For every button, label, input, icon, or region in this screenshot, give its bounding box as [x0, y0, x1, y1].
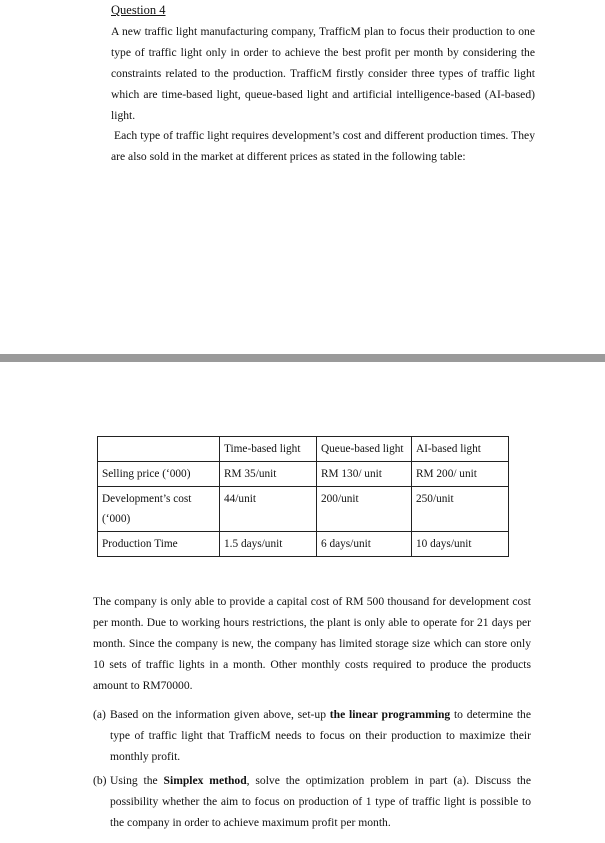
intro-paragraph-2: Each type of traffic light requires development’s cost and different production times. They are also sold in the market at different prices as stated in the following table: [111, 129, 535, 163]
part-a-pre: Based on the information given above, set-up [110, 708, 330, 721]
table-cell: 44/unit [220, 487, 317, 532]
table-cell: 10 days/unit [412, 532, 509, 557]
table-cell: 200/unit [317, 487, 412, 532]
spec-table [97, 436, 509, 557]
part-b-text [110, 770, 531, 833]
part-a-post: to determine the type of traffic light that TrafficM needs to focus on their production to maximize their monthly profit. [110, 708, 531, 763]
table-row [98, 487, 509, 532]
constraints-paragraph: The company is only able to provide a capital cost of RM 500 thousand for development cost per month. Due to working hours restrictions, the plant is only able to operate for 21 days per month. Since the company is new, the company has limited storage size which can store only 10 sets of traffic lights in a month. Other monthly costs required to produce the products amount to RM70000. [93, 595, 531, 692]
part-a-text [110, 704, 531, 767]
part-b-emphasis: Simplex method [163, 774, 247, 787]
table-row [98, 532, 509, 557]
table-header-cell: AI-based light [412, 437, 509, 462]
table-cell: RM 130/ unit [317, 462, 412, 487]
table-row [98, 462, 509, 487]
table-cell: 6 days/unit [317, 532, 412, 557]
part-a-label: (a) [93, 708, 106, 721]
table-cell: Development’s cost (‘000) [98, 487, 220, 532]
part-a [93, 704, 531, 767]
table-cell: 250/unit [412, 487, 509, 532]
page-1 [0, 0, 605, 354]
table-cell: Production Time [98, 532, 220, 557]
part-b-pre: Using the [110, 774, 164, 787]
table-header-row [98, 437, 509, 462]
part-a-emphasis: the linear programming [329, 708, 451, 721]
table-cell: 1.5 days/unit [220, 532, 317, 557]
table-cell: Selling price (‘000) [98, 462, 220, 487]
table-header-cell [98, 437, 220, 462]
table-header-cell: Queue-based light [317, 437, 412, 462]
page-divider [0, 354, 605, 362]
question-parts [93, 704, 531, 836]
part-b-label: (b) [93, 774, 107, 787]
part-b-post: , solve the optimization problem in part (a). Discuss the possibility whether the aim to focus on production of 1 type of traffic light is possible to the company in order to achieve maximum profit per month. [110, 774, 531, 829]
intro-paragraph: A new traffic light manufacturing company, TrafficM plan to focus their production to one type of traffic light only in order to achieve the best profit per month by considering the constraints related to the production. TrafficM firstly consider three types of traffic light which are time-based light, queue-based light and artificial intelligence-based (AI-based) light. [111, 25, 535, 122]
table-cell: RM 35/unit [220, 462, 317, 487]
question-title: Question 4 [111, 3, 166, 17]
page-2 [0, 362, 605, 843]
table-header-cell: Time-based light [220, 437, 317, 462]
table-cell: RM 200/ unit [412, 462, 509, 487]
part-b [93, 770, 531, 833]
